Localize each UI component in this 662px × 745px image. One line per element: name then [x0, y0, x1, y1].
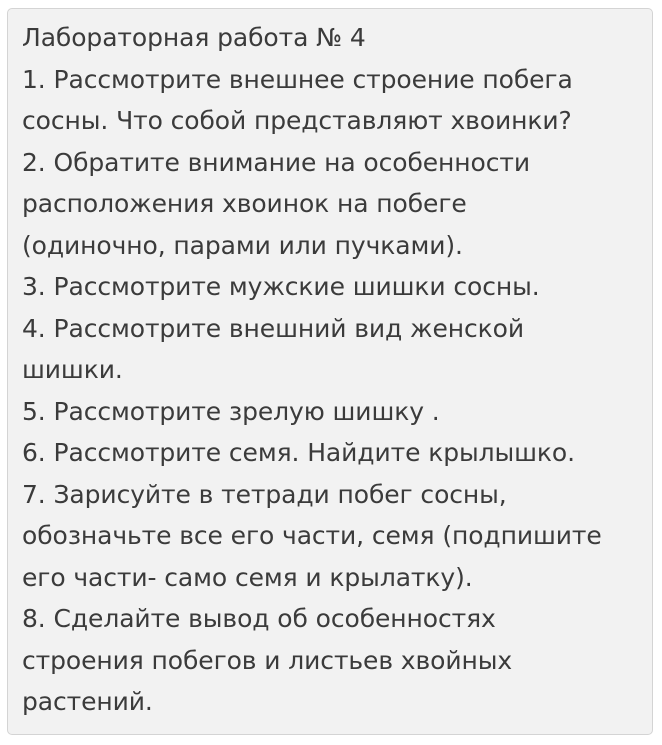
task-line: 6. Рассмотрите семя. Найдите крылышко.	[22, 438, 575, 467]
task-line: строения побегов и листьев хвойных	[22, 645, 513, 675]
task-line: 2. Обратите внимание на особенности	[22, 147, 530, 177]
task-line: растений.	[22, 687, 153, 716]
task-line: 7. Зарисуйте в тетради побег сосны,	[22, 479, 507, 509]
task-line: расположения хвоинок на побеге	[22, 189, 467, 218]
task-line: 1. Рассмотрите внешнее строение побега	[22, 64, 573, 94]
task-line: (одиночно, парами или пучками).	[22, 230, 463, 260]
task-line: 3. Рассмотрите мужские шишки сосны.	[22, 272, 540, 301]
task-line: 8. Сделайте вывод об особенностях	[22, 604, 496, 633]
task-card	[7, 8, 653, 735]
task-line: шишки.	[22, 355, 123, 384]
task-line: его части- само семя и крылатку).	[22, 562, 473, 592]
task-line: 4. Рассмотрите внешний вид женской	[22, 313, 524, 343]
task-line: обозначьте все его части, семя (подпишите	[22, 521, 602, 550]
task-line: 5. Рассмотрите зрелую шишку .	[22, 396, 440, 426]
task-line: сосны. Что собой представляют хвоинки?	[22, 106, 572, 135]
document-title: Лабораторная работа № 4	[22, 23, 366, 52]
